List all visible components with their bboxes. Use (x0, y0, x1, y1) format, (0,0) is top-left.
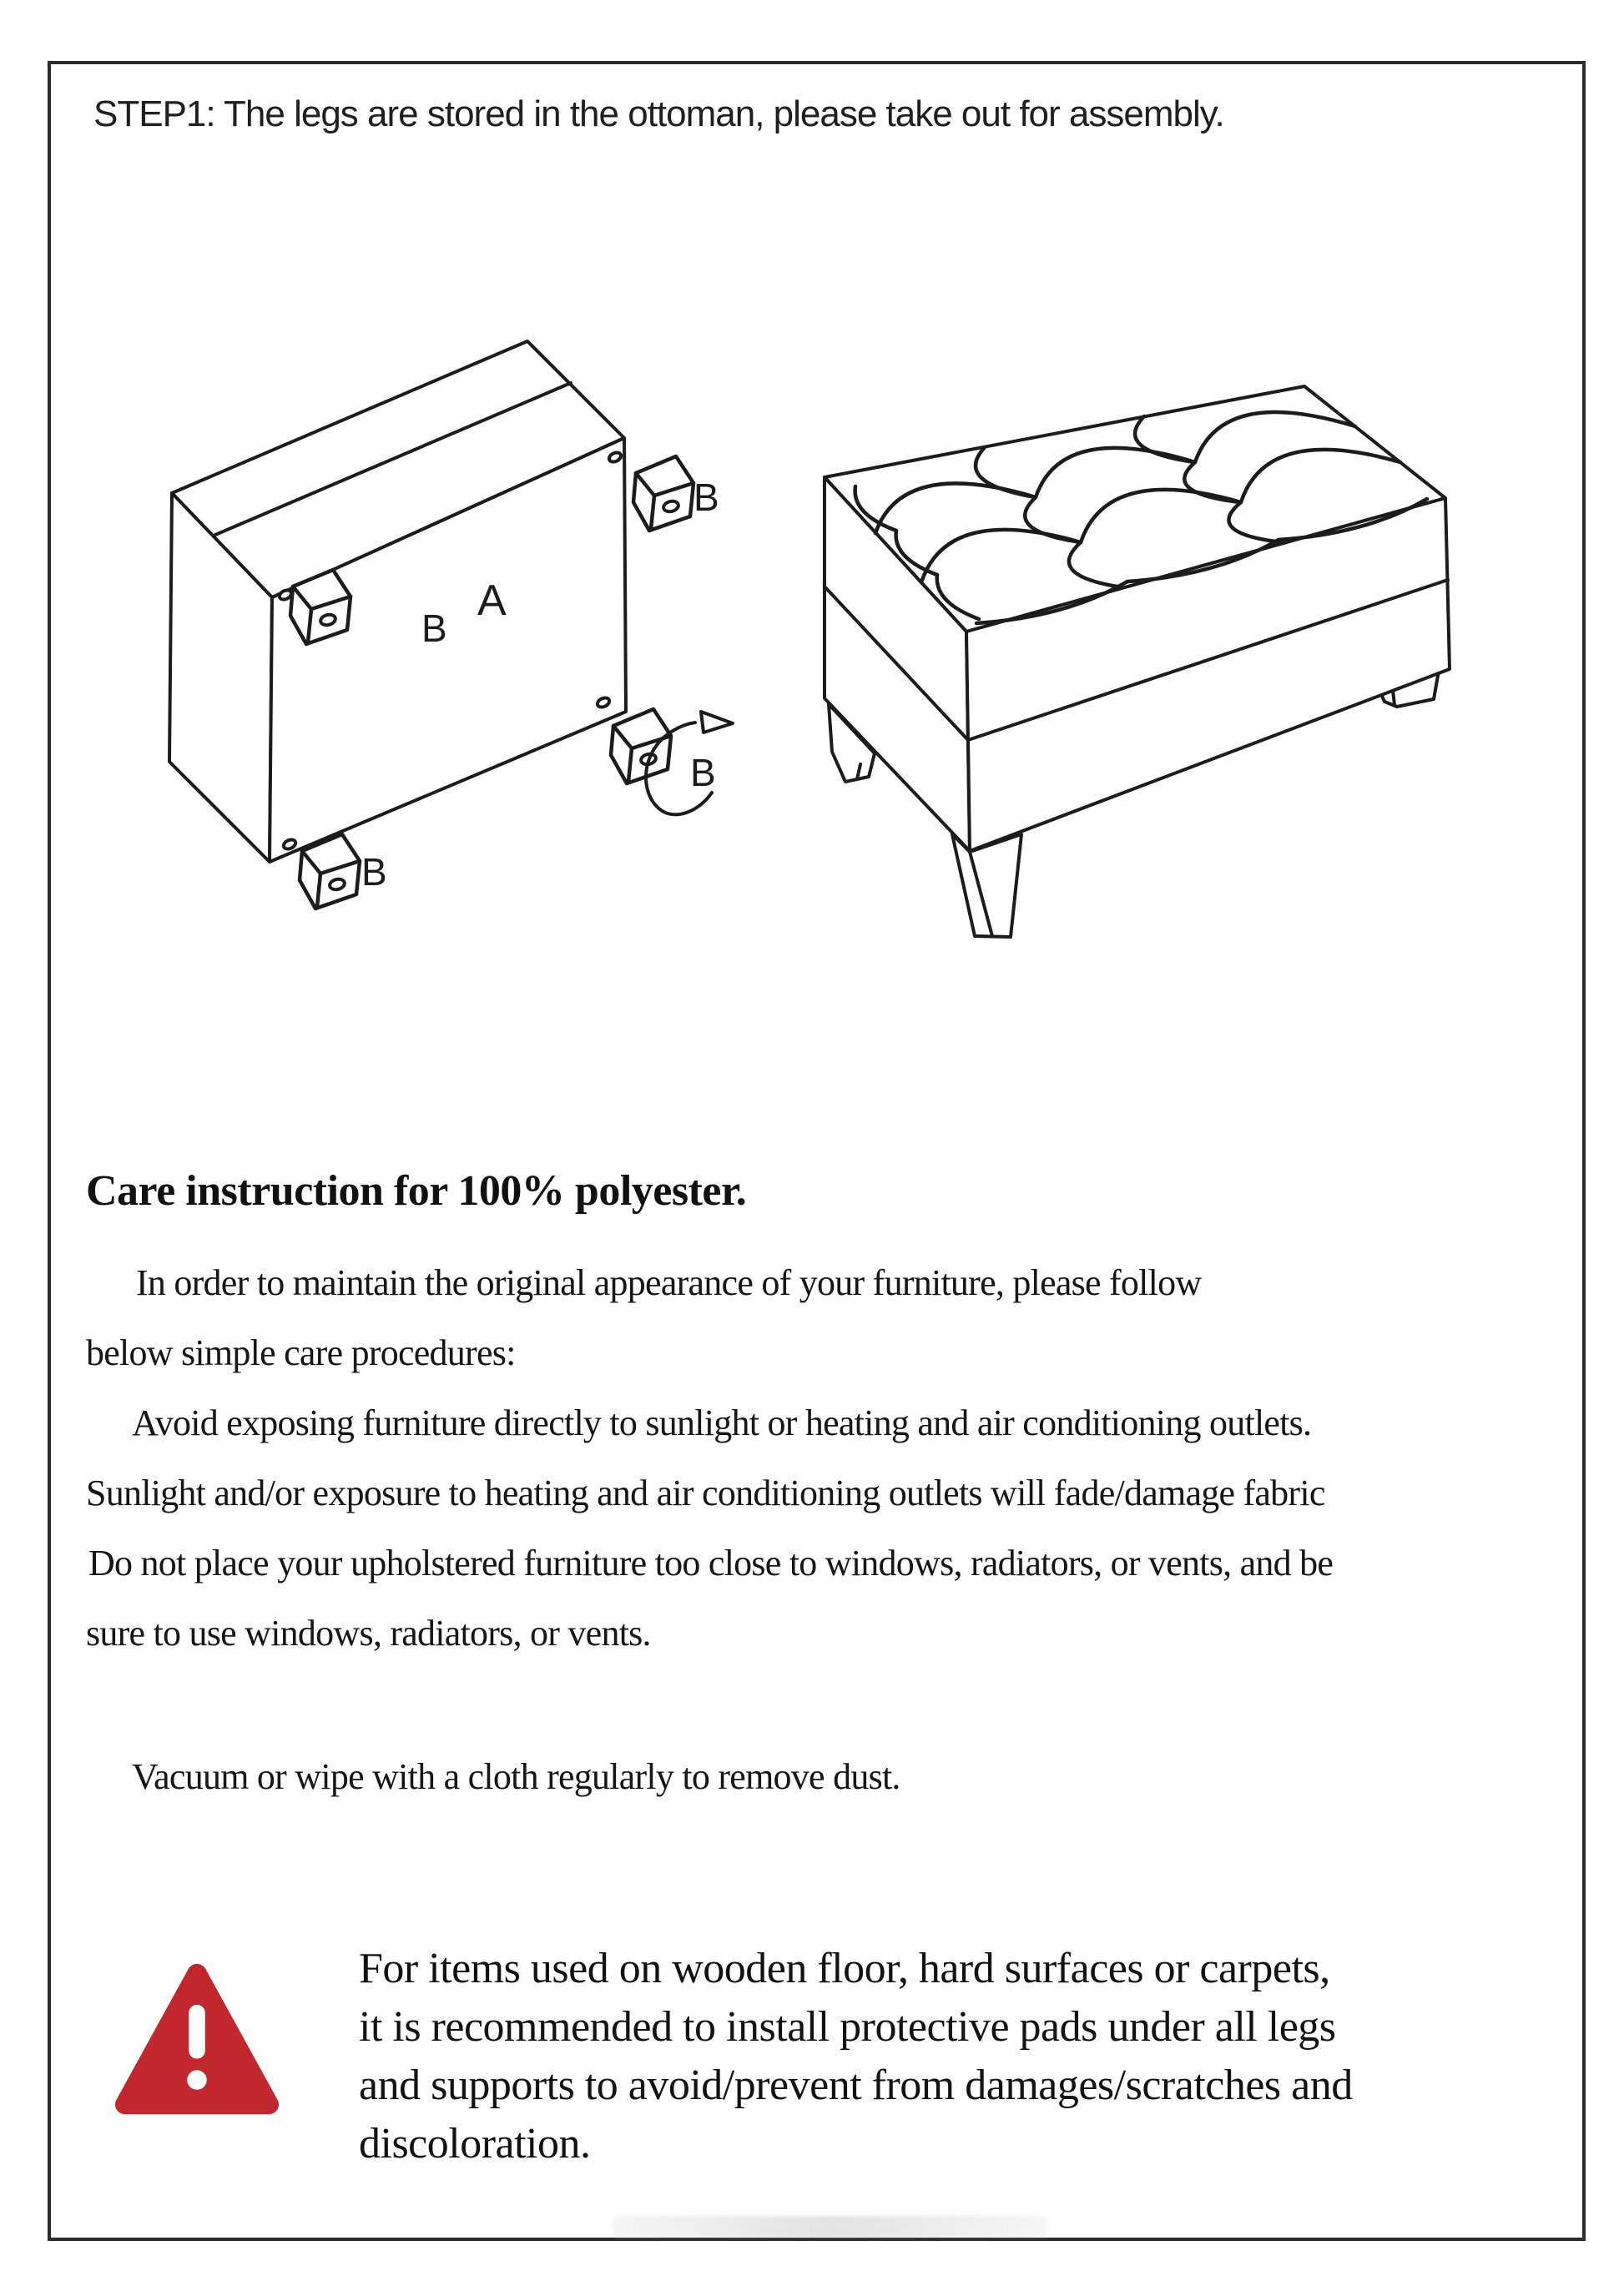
ottoman-parts-diagram (125, 292, 809, 943)
leg-top-right (633, 456, 693, 531)
care-line-6: sure to use windows, radiators, or vents. (86, 1613, 651, 1654)
leg-bottom-right (611, 709, 671, 783)
care-line-7: Vacuum or wipe with a cloth regularly to remove dust. (132, 1756, 900, 1797)
part-label-b-top-right: B (693, 476, 719, 519)
part-label-b-bottom-right: B (690, 751, 716, 794)
part-label-b-bottom-left: B (361, 850, 387, 894)
warning-line-4: discoloration. (359, 2120, 591, 2168)
step-heading: STEP1: The legs are stored in the ottoman, please take out for assembly. (93, 93, 1224, 134)
care-line-5: Do not place your upholstered furniture too close to windows, radiators, or vents, and be (88, 1543, 1334, 1584)
care-heading: Care instruction for 100% polyester. (86, 1167, 747, 1215)
part-label-a: A (477, 577, 507, 625)
care-line-1: In order to maintain the original appearance of your furniture, please follow (136, 1262, 1202, 1303)
care-line-3: Avoid exposing furniture directly to sunlight or heating and air conditioning outlets. (132, 1402, 1312, 1443)
warning-line-2: it is recommended to install protective pads under all legs (359, 2003, 1336, 2051)
warning-line-1: For items used on wooden floor, hard surfaces or carpets, (359, 1945, 1330, 1992)
scan-artifact (613, 2216, 1047, 2238)
warning-exclamation-dot (187, 2070, 207, 2090)
care-line-2: below simple care procedures: (86, 1332, 516, 1373)
part-label-b-middle-left: B (421, 607, 447, 650)
warning-line-3: and supports to avoid/prevent from damages/scratches and (359, 2062, 1353, 2109)
rotate-arrow-head (701, 712, 733, 733)
ottoman-assembled-diagram (793, 334, 1502, 993)
care-line-4: Sunlight and/or exposure to heating and air conditioning outlets will fade/damage fabric (86, 1473, 1325, 1513)
warning-exclamation-bar (189, 2005, 205, 2059)
warning-triangle-icon (115, 1959, 279, 2122)
